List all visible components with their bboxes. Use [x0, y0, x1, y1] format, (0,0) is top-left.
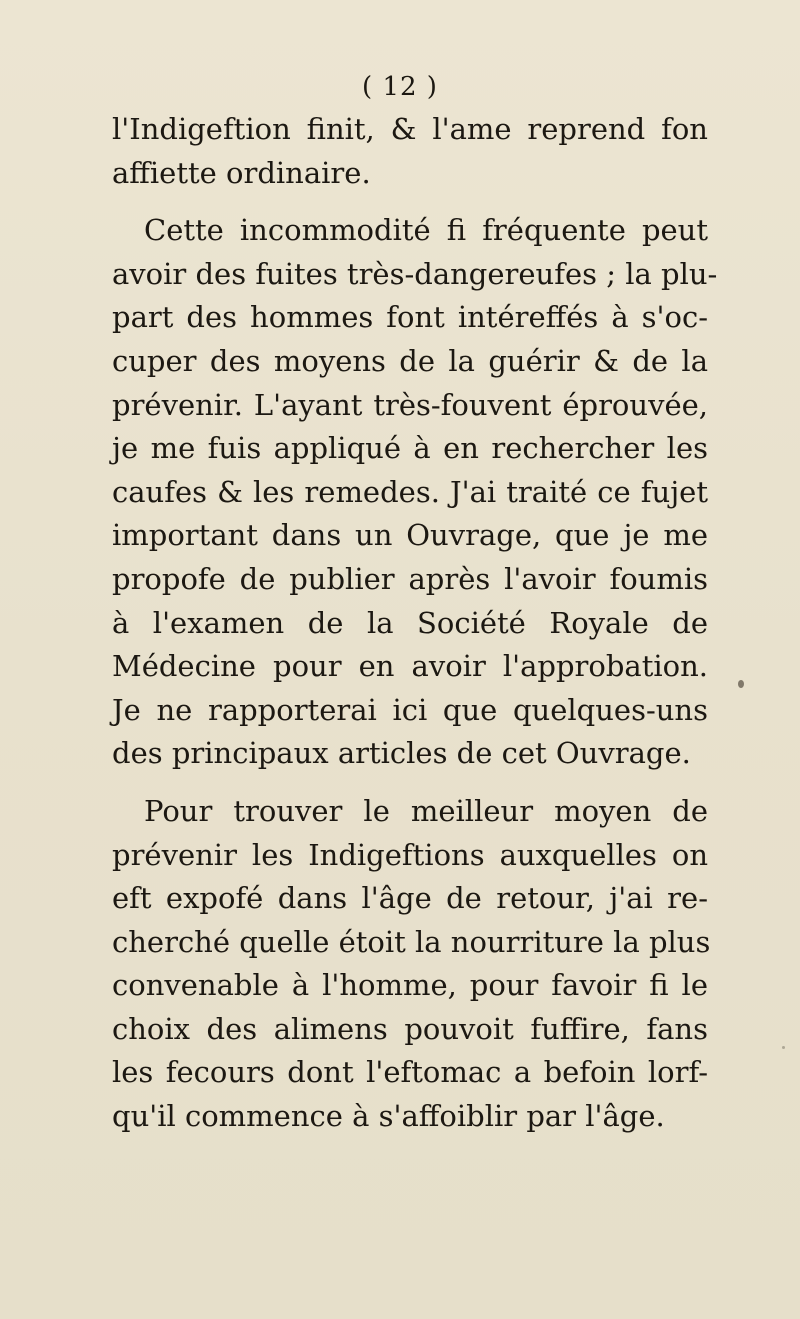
text-line: à l'examen de la Société Royale de — [112, 605, 708, 640]
text-line: cherché quelle étoit la nourriture la plus — [112, 924, 711, 959]
text-line: l'Indigeftion finit, & l'ame reprend fon — [112, 112, 708, 146]
text-line: part des hommes font intéreffés à s'oc- — [112, 300, 708, 335]
text-line: les fecours dont l'eftomac a befoin lorf- — [112, 1055, 708, 1090]
text-line: avoir des fuites très-dangereufes ; la plu- — [112, 256, 718, 291]
ink-spot — [782, 1046, 785, 1049]
text-line: cuper des moyens de la guérir & de la — [112, 343, 708, 378]
text-line: caufes & les remedes. J'ai traité ce fujet — [112, 474, 708, 509]
text-line: Médecine pour en avoir l'approbation. — [112, 649, 708, 684]
text-line: propofe de publier après l'avoir foumis — [112, 561, 708, 596]
text-line: Je ne rapporterai ici que quelques-uns — [112, 692, 708, 727]
ink-spot — [738, 680, 744, 688]
text-line: Pour trouver le meilleur moyen de — [144, 793, 708, 828]
paragraph-3 — [112, 790, 711, 1139]
paragraph-2 — [112, 209, 718, 776]
page-number: ( 12 ) — [362, 72, 438, 102]
text-line: qu'il commence à s'affoiblir par l'âge. — [112, 1099, 665, 1134]
body-text — [112, 108, 718, 1139]
text-line: je me fuis appliqué à en rechercher les — [112, 431, 708, 466]
text-line: prévenir. L'ayant très-fouvent éprouvée, — [112, 387, 708, 422]
text-line: des principaux articles de cet Ouvrage. — [112, 736, 691, 771]
text-line: prévenir les Indigeftions auxquelles on — [112, 837, 708, 872]
paragraph-1 — [112, 108, 708, 195]
text-line: convenable à l'homme, pour favoir fi le — [112, 968, 708, 1003]
text-line: Cette incommodité fi fréquente peut — [144, 213, 708, 248]
text-line: important dans un Ouvrage, que je me — [112, 518, 708, 553]
text-line: choix des alimens pouvoit fuffire, fans — [112, 1011, 708, 1046]
text-line: eft expofé dans l'âge de retour, j'ai re- — [112, 881, 708, 916]
text-line: affiette ordinaire. — [112, 155, 371, 190]
